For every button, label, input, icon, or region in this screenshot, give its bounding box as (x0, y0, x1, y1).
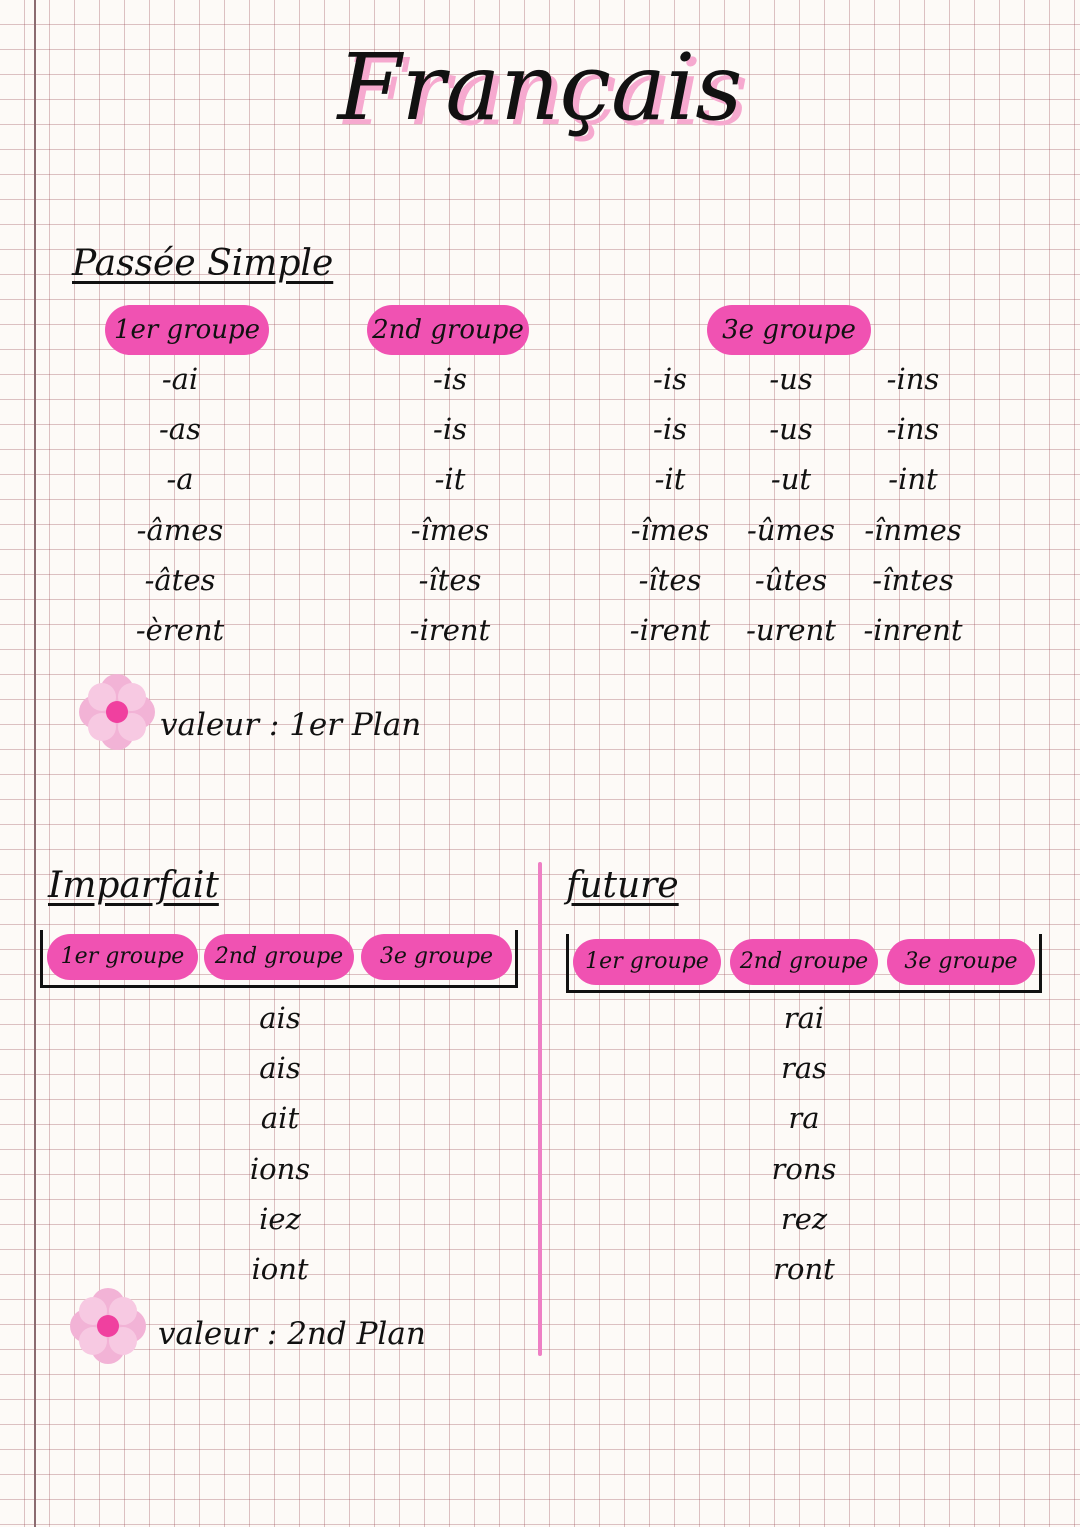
imparfait-valeur: valeur : 2nd Plan (158, 1316, 426, 1352)
ending: -is (653, 362, 687, 396)
passe-simple-valeur: valeur : 1er Plan (160, 707, 422, 743)
ending: ais (259, 1051, 301, 1086)
ending: ra (788, 1101, 820, 1136)
imparfait-group-2-pill: 2nd groupe (204, 934, 354, 980)
ending: -înmes (864, 512, 962, 547)
ending: -îmes (630, 512, 710, 547)
imparfait-heading: Imparfait (48, 865, 219, 906)
ending: -èrent (135, 612, 225, 647)
ending: -îmes (410, 512, 490, 547)
ending: -int (888, 462, 938, 497)
passe-simple-group-3c-endings (852, 354, 974, 655)
ending: -ut (770, 462, 812, 497)
ending: -us (769, 412, 813, 447)
imparfait-endings (200, 993, 360, 1294)
future-group-3-pill: 3e groupe (887, 939, 1035, 985)
ending: iez (259, 1201, 301, 1236)
ending: -it (434, 462, 466, 497)
ending: rons (771, 1151, 837, 1186)
ending: -it (654, 462, 686, 497)
ending: -inrent (863, 612, 963, 647)
passe-simple-group-3b-endings (732, 354, 850, 655)
passe-simple-group-2-endings (370, 354, 530, 655)
ending: -ins (886, 412, 940, 447)
notebook-margin-line (34, 0, 36, 1527)
ending: -a (166, 462, 194, 497)
ending: -irent (409, 612, 491, 647)
ending: -is (653, 412, 687, 447)
ending: ait (260, 1101, 300, 1136)
ending: -âtes (144, 562, 216, 597)
passe-simple-heading: Passée Simple (72, 243, 334, 284)
ending: -îtes (418, 562, 482, 597)
future-endings (724, 993, 884, 1294)
ending: -îtes (638, 562, 702, 597)
page-title: Français (337, 34, 743, 141)
future-group-2-pill: 2nd groupe (730, 939, 878, 985)
ending: iont (251, 1251, 309, 1286)
passe-simple-group-2-pill: 2nd groupe (367, 305, 529, 355)
ending: -ai (161, 362, 199, 396)
ending: -as (159, 412, 201, 447)
ending: -urent (746, 612, 836, 647)
future-heading: future (566, 865, 679, 906)
imparfait-group-3-pill: 3e groupe (361, 934, 512, 980)
ending: -ûtes (754, 562, 828, 597)
ending: -is (433, 412, 467, 447)
imparfait-group-1-pill: 1er groupe (47, 934, 198, 980)
ending: -ûmes (746, 512, 836, 547)
ending: rai (783, 1001, 825, 1035)
ending: -ins (886, 362, 940, 396)
flower-icon (77, 672, 157, 752)
ending: ront (773, 1251, 835, 1286)
ending: ras (780, 1051, 828, 1086)
section-divider (538, 862, 542, 1356)
ending: rez (780, 1201, 828, 1236)
ending: ais (259, 1001, 301, 1035)
passe-simple-group-3a-endings (614, 354, 726, 655)
ending: -întes (872, 562, 954, 597)
passe-simple-group-3-pill: 3e groupe (707, 305, 871, 355)
future-group-1-pill: 1er groupe (573, 939, 721, 985)
ending: -is (433, 362, 467, 396)
ending: ions (249, 1151, 311, 1186)
flower-icon (68, 1286, 148, 1366)
ending: -irent (629, 612, 711, 647)
passe-simple-group-1-endings (100, 354, 260, 655)
passe-simple-group-1-pill: 1er groupe (105, 305, 269, 355)
ending: -us (769, 362, 813, 396)
ending: -âmes (136, 512, 224, 547)
